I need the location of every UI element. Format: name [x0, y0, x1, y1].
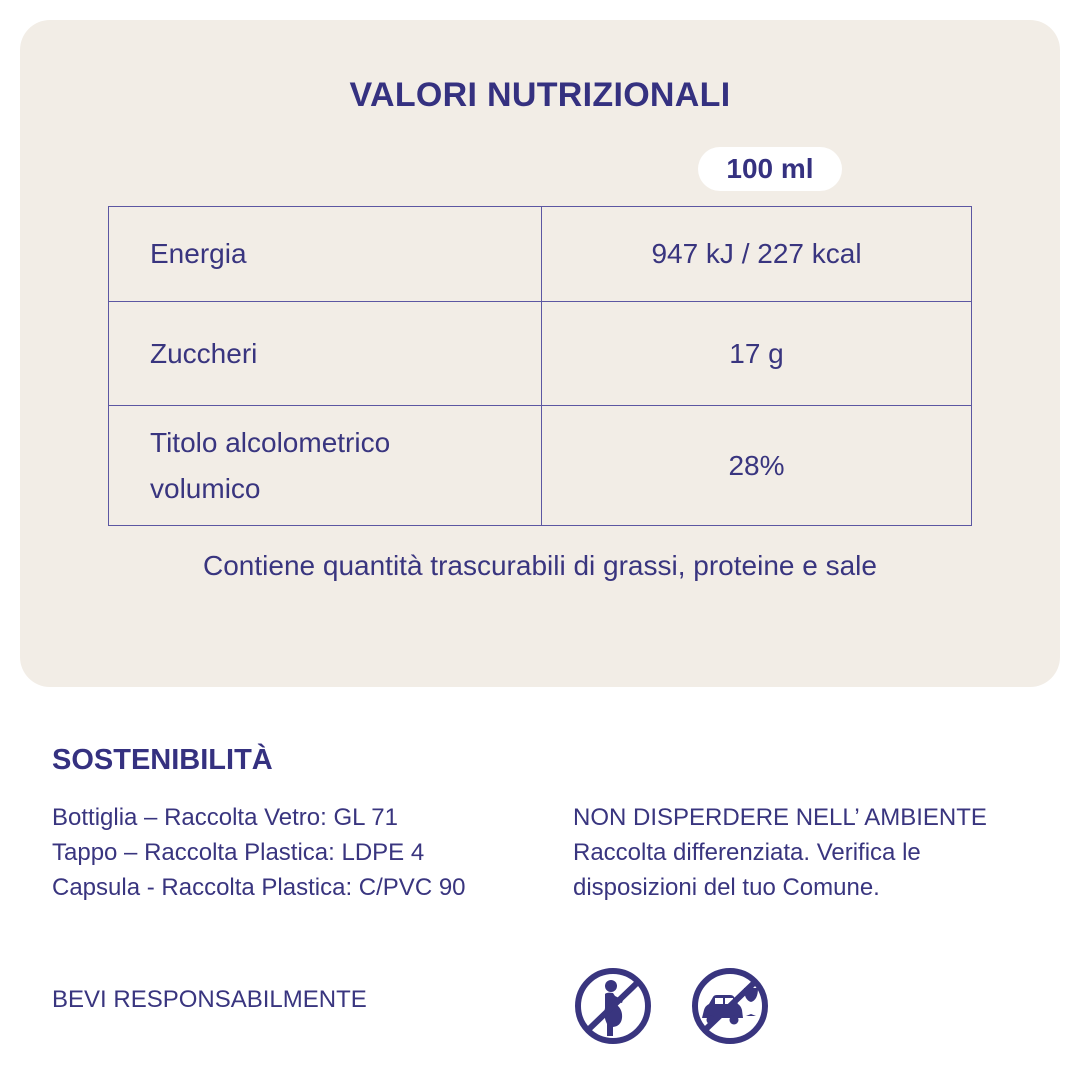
no-drink-driving-icon [690, 966, 770, 1046]
disposal-line: disposizioni del tuo Comune. [573, 874, 880, 901]
disposal-line: NON DISPERDERE NELL’ AMBIENTE [573, 804, 987, 831]
serving-unit-badge: 100 ml [698, 147, 842, 191]
nutrient-label [109, 207, 542, 302]
nutrient-value: 947 kJ / 227 kcal [542, 207, 972, 302]
nutrition-note: Contiene quantità trascurabili di grassi, proteine e sale [203, 550, 877, 581]
no-pregnancy-icon [573, 966, 653, 1046]
table-row [109, 207, 972, 302]
nutrient-label-line: Zuccheri [150, 337, 258, 369]
nutrient-label-line: Titolo alcolometrico [150, 426, 391, 458]
recycling-line: Bottiglia – Raccolta Vetro: GL 71 [52, 804, 398, 831]
drink-responsibly-text: BEVI RESPONSABILMENTE [52, 986, 367, 1013]
nutrition-title: VALORI NUTRIZIONALI [349, 76, 731, 114]
nutrient-value: 28% [542, 406, 972, 526]
recycling-info [52, 800, 466, 905]
nutrient-label-line: volumico [150, 472, 261, 504]
nutrient-label-line: Energia [150, 238, 247, 269]
nutrient-value: 17 g [542, 302, 972, 406]
nutrient-label [109, 406, 542, 526]
nutrition-table [108, 206, 972, 526]
table-row [109, 302, 972, 406]
recycling-line: Tappo – Raccolta Plastica: LDPE 4 [52, 839, 425, 866]
nutrition-panel [20, 20, 1060, 687]
table-row [109, 406, 972, 526]
disposal-line: Raccolta differenziata. Verifica le [573, 839, 921, 866]
nutrient-label [109, 302, 542, 406]
sustainability-title: SOSTENIBILITÀ [52, 744, 273, 776]
recycling-line: Capsula - Raccolta Plastica: C/PVC 90 [52, 874, 466, 901]
disposal-info [573, 800, 987, 905]
